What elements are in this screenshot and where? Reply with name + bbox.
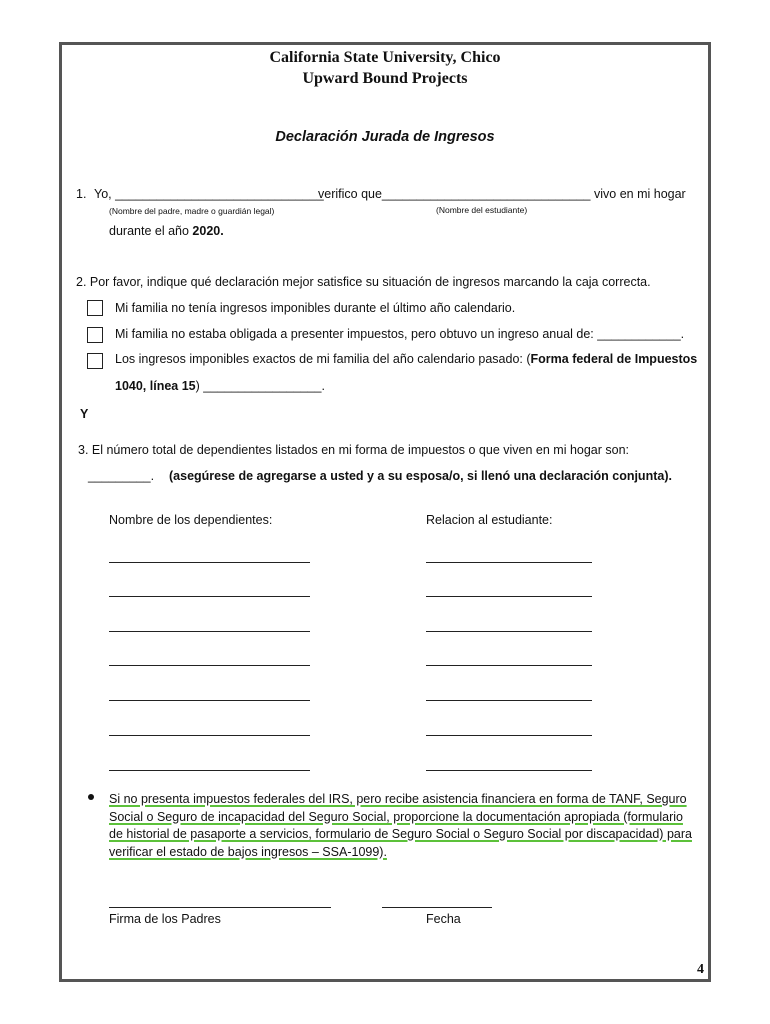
q3-count-field[interactable]: _________. bbox=[88, 469, 155, 483]
y-label: Y bbox=[80, 407, 89, 421]
q2-option3-bold: Forma federal de Impuestos bbox=[530, 352, 698, 366]
q3-note: (asegúrese de agregarse a usted y a su esposa/o, si llenó una declaración conjunta). bbox=[169, 469, 672, 483]
q1-durante bbox=[109, 224, 224, 238]
q2-option2-label: Mi familia no estaba obligada a presenter impuestos, pero obtuvo un ingreso anual de: ____________. bbox=[115, 327, 685, 341]
bullet-note bbox=[109, 791, 694, 861]
page-number: 4 bbox=[697, 962, 704, 977]
q1-year: 2020. bbox=[192, 224, 224, 238]
q3-col1-header: Nombre de los dependientes: bbox=[109, 513, 273, 527]
q2-option1-label: Mi familia no tenía ingresos imponibles durante el último año calendario. bbox=[115, 301, 516, 315]
dependent-rel-7 bbox=[426, 757, 600, 771]
dependent-name-7 bbox=[109, 757, 318, 771]
dependent-name-6 bbox=[109, 722, 318, 736]
bullet-icon bbox=[88, 794, 94, 800]
q2-option3-line2-bold: 1040, línea 15 bbox=[115, 379, 196, 393]
header-university: California State University, Chico bbox=[269, 49, 501, 66]
q1-durante-text: durante el año bbox=[109, 224, 189, 238]
bullet-line-1: Si no presenta impuestos federales del IRS, pero recibe asistencia financiera en forma de TANF, Seguro bbox=[109, 792, 687, 806]
dependent-rel-4 bbox=[426, 652, 600, 666]
page-title: Declaración Jurada de Ingresos bbox=[275, 129, 495, 145]
bullet-line-3: de historial de pasaporte a servicios, formulario de Seguro Social o Seguro Social por discapacidad) para bbox=[109, 827, 692, 841]
q1-hint-parent: (Nombre del padre, madre o guardián legal) bbox=[109, 206, 275, 216]
q2-option3-checkbox[interactable] bbox=[87, 353, 103, 369]
q1-number: 1. bbox=[76, 187, 87, 201]
dependent-name-1 bbox=[109, 549, 318, 563]
q2-option3-text: Los ingresos imponibles exactos de mi familia del año calendario pasado: ( bbox=[115, 352, 531, 366]
dependent-rel-6 bbox=[426, 722, 600, 736]
q3-col2-header: Relacion al estudiante: bbox=[426, 513, 553, 527]
q1-verifico-field[interactable]: verifico que______________________________ bbox=[318, 187, 591, 201]
header-project: Upward Bound Projects bbox=[302, 70, 468, 87]
dependent-rel-3 bbox=[426, 618, 600, 632]
signature-underscores bbox=[109, 894, 338, 908]
dependent-name-4 bbox=[109, 652, 318, 666]
date-label: Fecha bbox=[426, 912, 461, 926]
bullet-line-4: verificar el estado de bajos ingresos – SSA-1099). bbox=[109, 844, 387, 859]
dependent-rel-5 bbox=[426, 687, 600, 701]
dependent-name-2 bbox=[109, 583, 318, 597]
date-underscores bbox=[382, 894, 493, 908]
dependent-name-5 bbox=[109, 687, 318, 701]
q2-option3-amount-field[interactable]: ) _________________. bbox=[195, 379, 325, 393]
q2-option3-label bbox=[115, 352, 697, 366]
q1-hint-student: (Nombre del estudiante) bbox=[436, 205, 528, 215]
q2-option1-checkbox[interactable] bbox=[87, 300, 103, 316]
dependent-name-3 bbox=[109, 618, 318, 632]
q2-option3-line2 bbox=[115, 379, 325, 393]
q1-vivo-text: vivo en mi hogar bbox=[594, 187, 686, 201]
q2-intro: 2. Por favor, indique qué declaración mejor satisfice su situación de ingresos marcando la caja correcta. bbox=[76, 275, 651, 289]
bullet-line-2: Social o Seguro de incapacidad del Seguro Social, proporcione la documentación apropiada (formulario bbox=[109, 809, 683, 824]
signature-label: Firma de los Padres bbox=[109, 912, 221, 926]
q1-yo-field[interactable]: Yo, ______________________________ bbox=[94, 187, 324, 201]
dependent-rel-1 bbox=[426, 549, 600, 563]
q3-intro: 3. El número total de dependientes listados en mi forma de impuestos o que viven en mi hogar son: bbox=[78, 443, 630, 457]
q2-option2-checkbox[interactable] bbox=[87, 327, 103, 343]
dependent-rel-2 bbox=[426, 583, 600, 597]
